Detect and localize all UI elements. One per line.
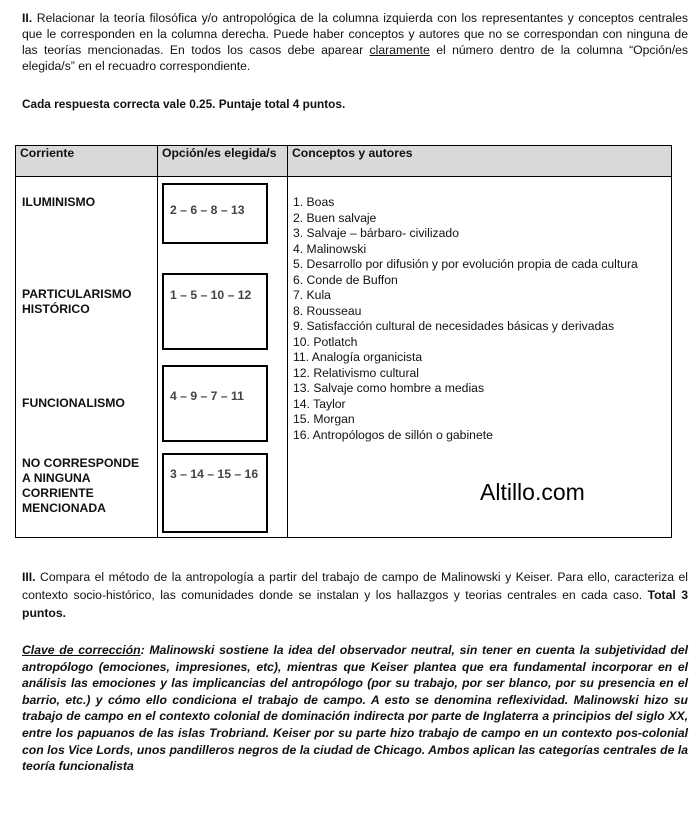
answer-key-label: Clave de corrección (22, 643, 141, 657)
concept-item: 6. Conde de Buffon (293, 272, 398, 287)
header-corriente: Corriente (16, 146, 158, 177)
concepts-list (293, 195, 663, 443)
concept-item: 13. Salvaje como hombre a medias (293, 381, 485, 395)
concept-item: 9. Satisfacción cultural de necesidades básicas y derivadas (293, 319, 615, 333)
corriente-particularismo: PARTICULARISMO HISTÓRICO (22, 287, 132, 316)
opcion-column (158, 177, 288, 538)
concept-item: 14. Taylor (293, 396, 346, 411)
corriente-column (16, 177, 158, 538)
concept-item: 10. Potlatch (293, 334, 358, 349)
concept-item: 7. Kula (293, 288, 331, 302)
header-conceptos: Conceptos y autores (288, 146, 672, 177)
concept-item: 1. Boas (293, 195, 335, 209)
answer-particularismo: 1 – 5 – 10 – 12 (170, 288, 252, 302)
concept-item: 12. Relativismo cultural (293, 365, 419, 380)
answer-box-particularismo[interactable] (162, 273, 268, 350)
section-2-score: Cada respuesta correcta vale 0.25. Puntaje total 4 puntos. (22, 97, 346, 111)
concept-item: 11. Analogía organicista (293, 350, 423, 364)
concept-item: 8. Rousseau (293, 303, 362, 318)
concept-item: 2. Buen salvaje (293, 210, 377, 225)
answer-box-funcionalismo[interactable] (162, 365, 268, 442)
section-2-text-part1: Relacionar la teoría filosófica y/o antropológica de la columna izquierda con los representantes y conceptos centrales que le corresponden en la columna derecha. Puede haber conceptos y autores que no se correspondan con ninguna de las teorías mencionadas. En todos los casos debe aparear (22, 11, 688, 57)
table-header-row (16, 146, 672, 177)
section-3-text: Compara el método de la antropología a partir del trabajo de campo de Malinowski y Keiser. Para ello, caracteriza el contexto socio-histórico, las comunidades donde se instalan y los hallazgos y teorias centrales en cada caso. (22, 570, 688, 602)
concept-item: 16. Antropólogos de sillón o gabinete (293, 427, 493, 442)
answer-box-iluminismo[interactable] (162, 183, 268, 244)
section-3-number: III. (22, 570, 36, 584)
altillo-watermark: Altillo.com (480, 479, 585, 505)
corriente-no-corresponde: NO CORRESPONDE A NINGUNA CORRIENTE MENCIONADA (22, 456, 140, 515)
answer-key-text: : Malinowski sostiene la idea del observador neutral, sin tener en cuenta la subjetividad del antropólogo (emociones, impresiones, etc), mientras que Keiser plantea que era fundamental incorporar en el análisis las emociones y las implicancias del antropólogo (por su trabajo, por ser blanco, por su presencia en el barrio, etc.) y cómo ello condiciona el trabajo de campo. A esto se denomina reflexividad. Malinowski hizo su trabajo de campo en el contexto colonial de dominación indirecta por parte de Inglaterra a principios del siglo XX, entre los papuanos de las islas Trobriand. Keiser por su parte hizo trabajo de campo en un contexto pos-colonial con los Vice Lords, unos pandilleros negros de la ciudad de Chicago. Ambos aplican las categorías centrales de la teoría funcionalista (22, 643, 688, 774)
header-opcion: Opción/es elegida/s (158, 146, 288, 177)
section-2-instructions (22, 10, 688, 74)
concept-item: 3. Salvaje – bárbaro- civilizado (293, 226, 459, 240)
concept-item: 15. Morgan (293, 412, 355, 426)
corriente-iluminismo: ILUMINISMO (22, 195, 96, 209)
section-2-text-part2: el número dentro de la columna “Opción/es elegida/s” en el recuadro correspondiente. (22, 43, 688, 73)
section-2-underlined-word: claramente (369, 43, 430, 57)
concept-item: 4. Malinowski (293, 241, 367, 256)
section-2-number: II. (22, 11, 33, 25)
answer-box-no-corresponde[interactable] (162, 453, 268, 533)
concept-item: 5. Desarrollo por difusión y por evolución propia de cada cultura (293, 257, 638, 271)
answer-funcionalismo: 4 – 9 – 7 – 11 (170, 389, 244, 403)
section-3-score: Total 3 puntos. (22, 588, 688, 620)
section-3-instructions (22, 568, 688, 622)
answer-no-corresponde: 3 – 14 – 15 – 16 (170, 467, 259, 481)
answer-iluminismo: 2 – 6 – 8 – 13 (170, 203, 245, 217)
answer-key (22, 642, 688, 775)
corriente-funcionalismo: FUNCIONALISMO (22, 396, 125, 410)
